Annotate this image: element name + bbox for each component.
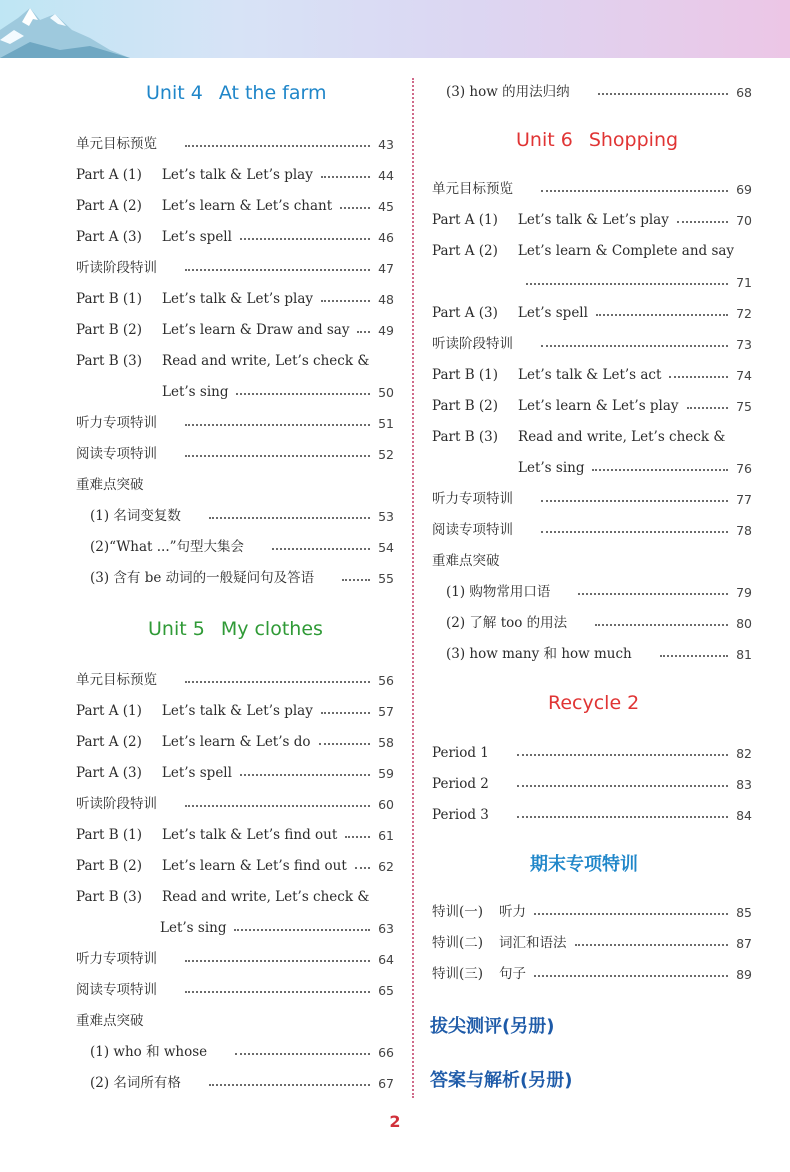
toc-entry-subtitle: Read and write, Let’s check & (518, 429, 726, 445)
dot-leader (209, 1084, 370, 1086)
toc-entry-label: Part B (3) (432, 429, 499, 445)
toc-entry-page: 80 (736, 616, 752, 631)
toc-entry-page: 89 (736, 967, 752, 982)
toc-entry-label: Period 2 (432, 776, 489, 792)
toc-entry-page: 79 (736, 585, 752, 600)
toc-entry-subtitle: Let’s learn & Let’s find out (162, 858, 347, 874)
toc-entry-page: 70 (736, 213, 752, 228)
toc-entry-subtitle: Read and write, Let’s check & (162, 889, 370, 905)
toc-entry-page: 44 (378, 168, 394, 183)
toc-entry-label: Part A (1) (76, 167, 142, 183)
toc-entry (76, 823, 394, 843)
toc-entry (76, 1009, 394, 1029)
toc-entry-page: 46 (378, 230, 394, 245)
toc-entry-page: 63 (378, 921, 394, 936)
dot-leader (240, 238, 370, 240)
toc-entry (432, 270, 752, 290)
toc-entry-page: 82 (736, 746, 752, 761)
toc-entry-page: 52 (378, 447, 394, 462)
unit6-title-unit: Unit 6 (516, 129, 573, 151)
dot-leader (234, 929, 370, 931)
toc-entry-label: 听力专项特训 (76, 415, 157, 431)
toc-entry-label: 单元目标预览 (76, 672, 157, 688)
dot-leader (660, 655, 728, 657)
toc-entry-label: Part A (3) (76, 229, 142, 245)
toc-entry-page: 66 (378, 1045, 394, 1060)
toc-entry-page: 85 (736, 905, 752, 920)
dot-leader (272, 548, 370, 550)
final-training-title: 期末专项特训 (530, 854, 638, 875)
dot-leader (595, 624, 728, 626)
dot-leader (209, 517, 370, 519)
toc-entry (432, 456, 752, 476)
toc-entry (76, 318, 394, 338)
dot-leader (541, 531, 728, 533)
toc-entry-page: 83 (736, 777, 752, 792)
toc-entry-page: 64 (378, 952, 394, 967)
toc-entry (76, 761, 394, 781)
toc-entry-page: 45 (378, 199, 394, 214)
toc-entry (76, 411, 394, 431)
toc-entry-label: (1) 名词变复数 (90, 508, 181, 524)
toc-entry-page: 51 (378, 416, 394, 431)
toc-entry (76, 699, 394, 719)
dot-leader (541, 190, 728, 192)
toc-entry (432, 611, 752, 631)
toc-entry-page: 65 (378, 983, 394, 998)
toc-entry-label: Part B (2) (76, 322, 143, 338)
toc-entry-subtitle: Let’s talk & Let’s play (517, 212, 669, 228)
toc-entry (76, 1040, 394, 1060)
toc-entry-subtitle: Let’s talk & Let’s act (518, 367, 662, 383)
toc-entry-page: 75 (736, 399, 752, 414)
toc-entry (432, 301, 752, 321)
dot-leader (677, 221, 728, 223)
toc-entry-label: 听力专项特训 (432, 491, 513, 507)
toc-entry-label: 阅读专项特训 (76, 982, 157, 998)
toc-entry-subtitle: Let’s talk & Let’s play (161, 703, 313, 719)
toc-entry-page: 76 (736, 461, 752, 476)
toc-entry (76, 349, 394, 369)
unit4-title (146, 82, 327, 104)
toc-entry-label: 阅读专项特训 (76, 446, 157, 462)
toc-entry (76, 668, 394, 688)
toc-entry (432, 239, 752, 259)
toc-entry-subtitle: Let’s talk & Let’s play (161, 167, 313, 183)
toc-entry-page: 62 (378, 859, 394, 874)
toc-entry-label: 阅读专项特训 (432, 522, 513, 538)
toc-entry-subtitle: Let’s learn & Let’s do (161, 734, 311, 750)
toc-entry-label: 听读阶段特训 (432, 336, 513, 352)
toc-entry-page: 54 (378, 540, 394, 555)
toc-entry-page: 49 (378, 323, 394, 338)
toc-entry (432, 487, 752, 507)
toc-entry (76, 566, 394, 586)
unit6-title (516, 129, 678, 151)
dot-leader (319, 743, 371, 745)
toc-entry-subtitle: Let’s sing (162, 384, 229, 400)
toc-entry-label: (1) 购物常用口语 (446, 584, 551, 600)
toc-entry (432, 332, 752, 352)
dot-leader (185, 681, 370, 683)
dot-leader (185, 991, 370, 993)
unit6-title-name: Shopping (588, 129, 679, 151)
toc-entry-label: Part A (3) (432, 305, 498, 321)
dot-leader (236, 393, 370, 395)
toc-entry-page: 60 (378, 797, 394, 812)
dot-leader (596, 314, 728, 316)
toc-entry-label: Part B (2) (76, 858, 143, 874)
dot-leader (321, 176, 370, 178)
toc-entry-page: 84 (736, 808, 752, 823)
unit4-title-name: At the farm (218, 82, 327, 104)
toc-entry-page: 56 (378, 673, 394, 688)
toc-entry-label: Part B (3) (76, 353, 143, 369)
toc-entry-subtitle: 听力 (499, 904, 527, 920)
toc-entry (76, 132, 394, 152)
toc-entry-page: 74 (736, 368, 752, 383)
toc-entry (432, 741, 752, 761)
answers-heading: 答案与解析(另册) (430, 1070, 573, 1091)
toc-entry-page: 78 (736, 523, 752, 538)
toc-entry (76, 473, 394, 493)
toc-entry-subtitle: 词汇和语法 (499, 935, 567, 951)
toc-entry (76, 978, 394, 998)
dot-leader (321, 712, 370, 714)
toc-entry (76, 535, 394, 555)
toc-entry-label: (3) 含有 be 动词的一般疑问句及答语 (90, 570, 315, 586)
toc-entry (432, 900, 752, 920)
toc-entry-label: 单元目标预览 (432, 181, 513, 197)
dot-leader (517, 754, 728, 756)
dot-leader (185, 269, 370, 271)
toc-entry-label: Part B (3) (76, 889, 143, 905)
toc-entry-label: 重难点突破 (76, 1013, 144, 1029)
toc-entry-label: Part B (1) (76, 827, 143, 843)
toc-entry (76, 916, 394, 936)
toc-entry (76, 256, 394, 276)
dot-leader (598, 93, 729, 95)
toc-entry-label: (2)“What ...”句型大集会 (90, 539, 245, 555)
dot-leader (185, 960, 370, 962)
dot-leader (345, 836, 370, 838)
toc-entry-page: 61 (378, 828, 394, 843)
header-banner (0, 0, 790, 58)
unit5-title-name: My clothes (220, 618, 323, 640)
dot-leader (355, 867, 370, 869)
toc-entry-label: Period 3 (432, 807, 489, 823)
toc-entry (76, 1071, 394, 1091)
toc-entry-subtitle: Let’s talk & Let’s find out (162, 827, 338, 843)
toc-entry-subtitle: Let’s spell (517, 305, 588, 321)
toc-entry (432, 803, 752, 823)
toc-entry-subtitle: Let’s learn & Complete and say (517, 243, 735, 259)
toc-entry (76, 194, 394, 214)
toc-entry-label: Part A (1) (76, 703, 142, 719)
dot-leader (517, 816, 728, 818)
toc-entry-label: 听读阶段特训 (76, 260, 157, 276)
toc-entry-subtitle: Let’s sing (160, 920, 227, 936)
dot-leader (185, 145, 370, 147)
toc-entry (76, 225, 394, 245)
toc-entry (76, 792, 394, 812)
toc-entry-subtitle: Let’s learn & Let’s play (518, 398, 679, 414)
toc-entry (76, 380, 394, 400)
dot-leader (575, 944, 729, 946)
toc-entry-label: 特训(一) (432, 904, 484, 920)
dot-leader (526, 283, 728, 285)
toc-entry (432, 80, 752, 100)
toc-entry (432, 580, 752, 600)
toc-entry (76, 163, 394, 183)
unit4-title-unit: Unit 4 (146, 82, 203, 104)
unit5-title (148, 618, 323, 640)
toc-entry (432, 772, 752, 792)
toc-entry-label: 特训(三) (432, 966, 484, 982)
toc-entry-label: Part A (2) (432, 243, 498, 259)
toc-entry-subtitle: 句子 (499, 966, 527, 982)
dot-leader (578, 593, 728, 595)
toc-entry-page: 55 (378, 571, 394, 586)
toc-entry-page: 57 (378, 704, 394, 719)
toc-entry-label: Part B (1) (76, 291, 143, 307)
toc-entry (76, 287, 394, 307)
toc-entry-label: (1) who 和 whose (90, 1044, 208, 1060)
dot-leader (240, 774, 370, 776)
column-divider (412, 78, 414, 1098)
toc-entry-page: 73 (736, 337, 752, 352)
toc-entry-subtitle: Let’s sing (518, 460, 585, 476)
toc-entry-label: 特训(二) (432, 935, 484, 951)
dot-leader (235, 1053, 370, 1055)
dot-leader (687, 407, 729, 409)
toc-entry (76, 885, 394, 905)
page-number: 2 (389, 1112, 401, 1131)
toc-entry (76, 442, 394, 462)
toc-entry-subtitle: Let’s learn & Draw and say (162, 322, 350, 338)
toc-entry-page: 47 (378, 261, 394, 276)
dot-leader (321, 300, 370, 302)
toc-entry-page: 81 (736, 647, 752, 662)
toc-entry-subtitle: Let’s spell (161, 765, 232, 781)
toc-entry-label: Part A (2) (76, 734, 142, 750)
dot-leader (185, 424, 370, 426)
toc-entry-subtitle: Read and write, Let’s check & (162, 353, 370, 369)
mountain-icon (0, 0, 130, 58)
toc-entry-label: (3) how many 和 how much (446, 646, 632, 662)
dot-leader (669, 376, 728, 378)
toc-entry (432, 549, 752, 569)
toc-entry-page: 67 (378, 1076, 394, 1091)
toc-entry-page: 48 (378, 292, 394, 307)
dot-leader (541, 345, 728, 347)
toc-entry-label: Part B (2) (432, 398, 499, 414)
dot-leader (592, 469, 728, 471)
toc-entry (76, 947, 394, 967)
toc-entry (76, 504, 394, 524)
toc-entry (432, 931, 752, 951)
toc-entry-page: 71 (736, 275, 752, 290)
toc-entry (432, 363, 752, 383)
toc-entry-label: (2) 了解 too 的用法 (446, 615, 568, 631)
recycle-title: Recycle 2 (548, 692, 640, 714)
toc-entry (432, 177, 752, 197)
toc-entry-label: Part A (2) (76, 198, 142, 214)
toc-entry-page: 69 (736, 182, 752, 197)
dot-leader (534, 975, 728, 977)
toc-entry-label: 重难点突破 (432, 553, 500, 569)
dot-leader (185, 455, 370, 457)
toc-entry-page: 58 (378, 735, 394, 750)
toc-entry-page: 68 (736, 85, 752, 100)
toc-entry (432, 518, 752, 538)
dot-leader (534, 913, 728, 915)
toc-entry-label: Part A (3) (76, 765, 142, 781)
toc-entry-label: 单元目标预览 (76, 136, 157, 152)
toc-entry-page: 77 (736, 492, 752, 507)
toc-entry-page: 72 (736, 306, 752, 321)
toc-entry (76, 854, 394, 874)
dot-leader (340, 207, 370, 209)
dot-leader (517, 785, 728, 787)
toc-entry-label: Part B (1) (432, 367, 499, 383)
extra-test-heading: 拔尖测评(另册) (430, 1016, 555, 1037)
toc-entry (432, 208, 752, 228)
toc-entry (432, 394, 752, 414)
toc-entry-page: 59 (378, 766, 394, 781)
toc-entry (432, 642, 752, 662)
toc-entry-subtitle: Let’s spell (161, 229, 232, 245)
dot-leader (185, 805, 370, 807)
toc-entry-subtitle: Let’s learn & Let’s chant (161, 198, 333, 214)
toc-entry-page: 53 (378, 509, 394, 524)
toc-entry-page: 43 (378, 137, 394, 152)
toc-entry-label: 听读阶段特训 (76, 796, 157, 812)
toc-entry-label: (3) how 的用法归纳 (446, 84, 570, 100)
toc-entry-label: (2) 名词所有格 (90, 1075, 181, 1091)
unit5-title-unit: Unit 5 (148, 618, 205, 640)
toc-entry-page: 50 (378, 385, 394, 400)
dot-leader (342, 579, 370, 581)
toc-entry-label: Period 1 (432, 745, 489, 761)
toc-entry-label: 重难点突破 (76, 477, 144, 493)
toc-entry-label: Part A (1) (432, 212, 498, 228)
toc-entry-label: 听力专项特训 (76, 951, 157, 967)
toc-entry-page: 87 (736, 936, 752, 951)
toc-entry (76, 730, 394, 750)
toc-entry (432, 962, 752, 982)
toc-entry-subtitle: Let’s talk & Let’s play (162, 291, 314, 307)
toc-entry (432, 425, 752, 445)
dot-leader (541, 500, 728, 502)
dot-leader (357, 331, 370, 333)
